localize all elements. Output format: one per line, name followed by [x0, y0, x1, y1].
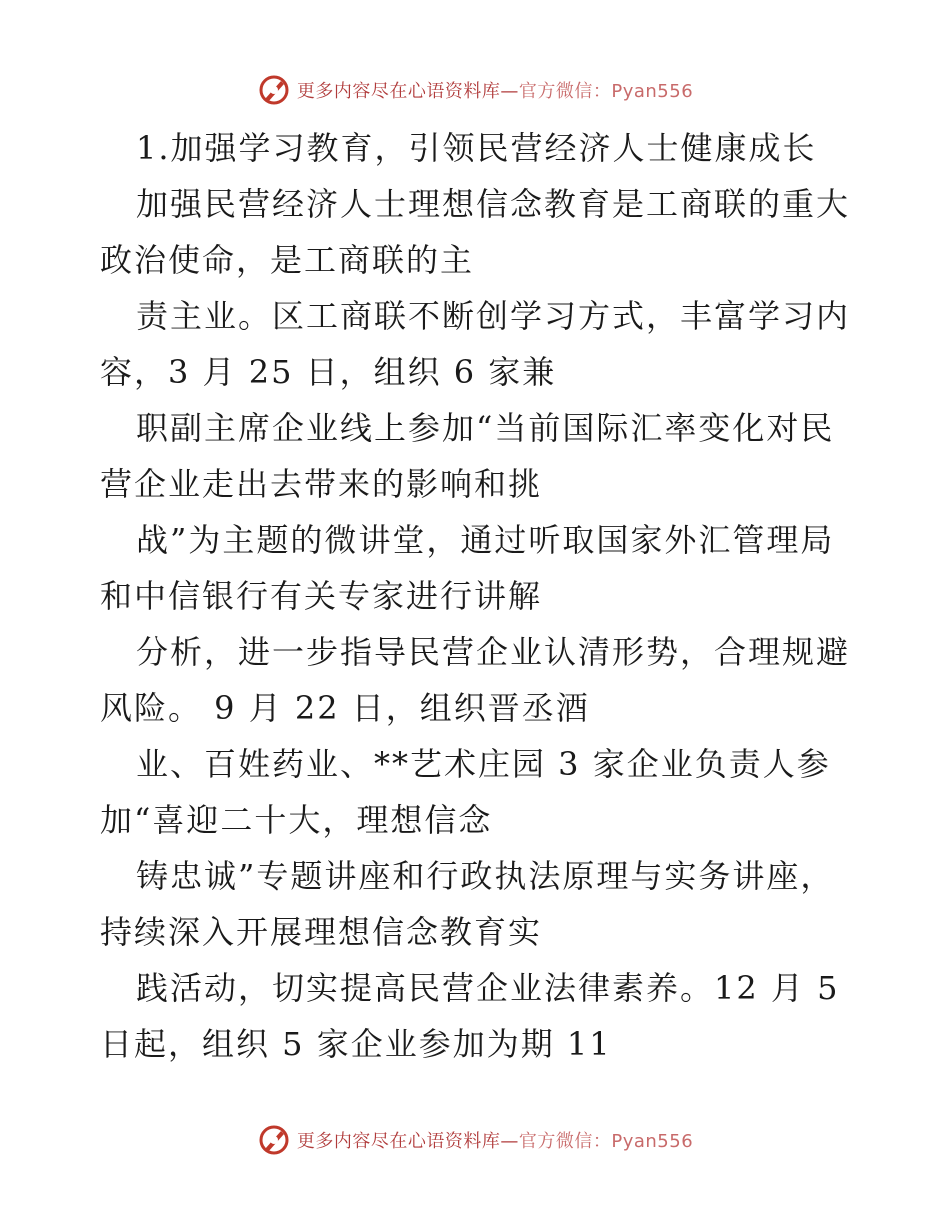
paragraph-line: 分析，进一步指导民营企业认清形势，合理规避 [136, 633, 851, 671]
banner-text [297, 1127, 693, 1153]
paragraph-line: 业、百姓药业、**艺术庄园 3 家企业负责人参 [136, 745, 831, 783]
pen-swirl-icon [257, 73, 291, 107]
paragraph-line: 持续深入开展理想信念教育实 [100, 913, 543, 951]
paragraph-line: 和中信银行有关专家进行讲解 [100, 577, 543, 615]
pen-swirl-icon [257, 1123, 291, 1157]
paragraph-line: 容，3 月 25 日，组织 6 家兼 [100, 353, 557, 391]
document-body [100, 120, 860, 1072]
banner-wechat: 官方微信：Pyan556 [518, 1131, 694, 1152]
paragraph-line: 加强民营经济人士理想信念教育是工商联的重大 [136, 185, 851, 223]
banner-title: 更多内容尽在心语资料库— [296, 1131, 519, 1152]
header-watermark-banner [0, 70, 950, 110]
banner-wechat: 官方微信：Pyan556 [518, 81, 694, 102]
paragraph-line: 践活动，切实提高民营企业法律素养。12 月 5 [136, 969, 840, 1007]
paragraph-line: 铸忠诚”专题讲座和行政执法原理与实务讲座， [136, 857, 835, 895]
paragraph-line: 风险。 9 月 22 日，组织晋丞酒 [100, 689, 590, 727]
paragraph-line: 政治使命，是工商联的主 [100, 241, 475, 279]
paragraph-line: 1.加强学习教育，引领民营经济人士健康成长 [136, 129, 817, 167]
banner-title: 更多内容尽在心语资料库— [296, 81, 519, 102]
banner-text [297, 77, 693, 103]
paragraph-line: 职副主席企业线上参加“当前国际汇率变化对民 [136, 409, 835, 447]
footer-watermark-banner [0, 1120, 950, 1160]
paragraph-line: 营企业走出去带来的影响和挑 [100, 465, 543, 503]
paragraph-line: 战”为主题的微讲堂，通过听取国家外汇管理局 [136, 521, 835, 559]
paragraph-line: 加“喜迎二十大，理想信念 [100, 801, 493, 839]
paragraph-line: 责主业。区工商联不断创学习方式，丰富学习内 [136, 297, 851, 335]
paragraph-line: 日起，组织 5 家企业参加为期 11 [100, 1025, 612, 1063]
